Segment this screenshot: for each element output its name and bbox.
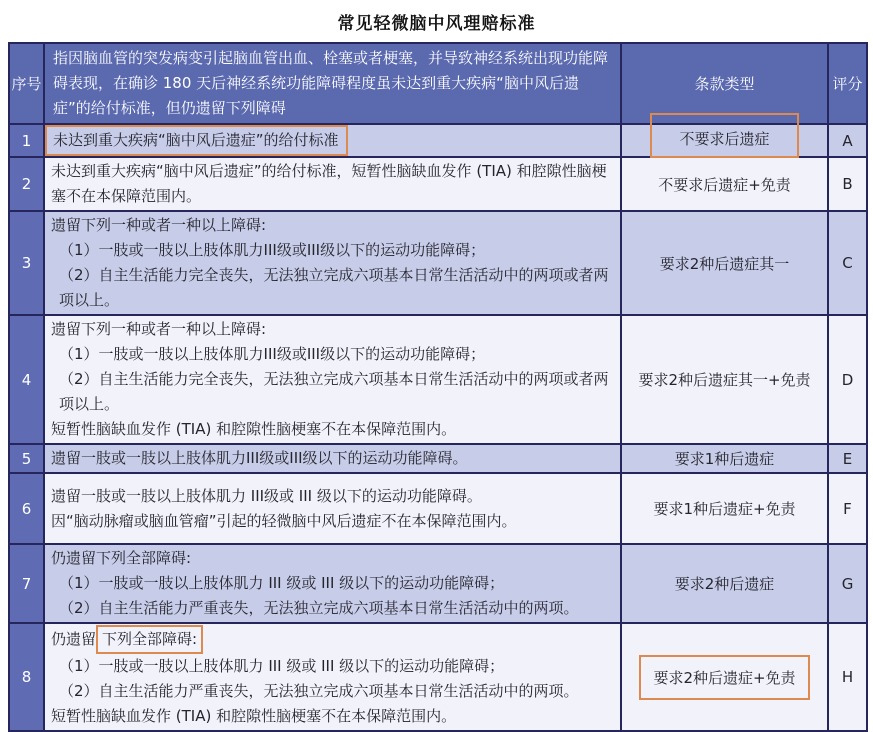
orange-highlight-box	[45, 125, 348, 156]
description-line: （2）自主生活能力严重丧失，无法独立完成六项基本日常生活活动中的两项。	[59, 682, 579, 700]
header-score: 评分	[828, 43, 867, 124]
description-line: 未达到重大疾病“脑中风后遗症”的给付标准，短暂性脑缺血发作 (TIA) 和腔隙性脑梗塞不在本保障范围内。	[51, 162, 607, 205]
row-number-cell: 4	[9, 315, 44, 444]
description-cell	[44, 623, 621, 731]
table-row-2	[9, 157, 867, 211]
description-cell	[44, 544, 621, 623]
score-cell: B	[828, 157, 867, 211]
description-text: 下列全部障碍:	[102, 630, 198, 648]
row-number-cell: 8	[9, 623, 44, 731]
score-cell: H	[828, 623, 867, 731]
clause-cell: 要求1种后遗症	[621, 444, 828, 473]
header-no: 序号	[9, 43, 44, 124]
row-number-cell: 5	[9, 444, 44, 473]
description-cell	[44, 315, 621, 444]
clause-cell: 要求2种后遗症	[621, 544, 828, 623]
description-line: （1）一肢或一肢以上肢体肌力 III 级或 III 级以下的运动功能障碍；	[59, 657, 505, 675]
clause-cell: 要求2种后遗症其一+免责	[621, 315, 828, 444]
row-number-cell: 1	[9, 124, 44, 157]
score-cell: D	[828, 315, 867, 444]
orange-highlight-box	[650, 113, 798, 158]
description-cell	[44, 473, 621, 544]
description-line: （2）自主生活能力严重丧失，无法独立完成六项基本日常生活活动中的两项。	[59, 599, 579, 617]
description-line: 遗留下列一种或者一种以上障碍:	[51, 216, 267, 234]
description-line: 因“脑动脉瘤或脑血管瘤”引起的轻微脑中风后遗症不在本保障范围内。	[51, 511, 517, 530]
row-number-cell: 2	[9, 157, 44, 211]
description-cell	[44, 444, 621, 473]
description-line: （1）一肢或一肢以上肢体肌力 III 级或 III 级以下的运动功能障碍；	[59, 574, 505, 592]
score-cell: F	[828, 473, 867, 544]
claims-table	[8, 42, 868, 732]
description-line	[51, 625, 612, 654]
description-line: 遗留一肢或一肢以上肢体肌力III级或III级以下的运动功能障碍。	[51, 449, 468, 467]
description-line: （2）自主生活能力完全丧失，无法独立完成六项基本日常生活活动中的两项或者两项以上。	[59, 370, 609, 413]
description-text: 未达到重大疾病“脑中风后遗症”的给付标准	[53, 131, 339, 149]
clause-text: 不要求后遗症	[679, 130, 770, 148]
table-row-7	[9, 544, 867, 623]
table-row-1	[9, 124, 867, 157]
table-row-5	[9, 444, 867, 473]
score-cell: E	[828, 444, 867, 473]
description-line: 遗留下列一种或者一种以上障碍:	[51, 320, 267, 338]
description-line	[51, 126, 612, 155]
clause-cell	[621, 124, 828, 157]
table-row-3	[9, 211, 867, 315]
description-cell	[44, 124, 621, 157]
score-cell: C	[828, 211, 867, 315]
description-cell	[44, 211, 621, 315]
clause-text: 要求2种后遗症+免责	[653, 668, 796, 687]
orange-highlight-box	[96, 625, 203, 654]
description-line: （1）一肢或一肢以上肢体肌力III级或III级以下的运动功能障碍；	[59, 241, 486, 259]
row-number-cell: 6	[9, 473, 44, 544]
table-row-8	[9, 623, 867, 731]
row-number-cell: 3	[9, 211, 44, 315]
page-title: 常见轻微脑中风理赔标准	[337, 14, 536, 34]
table-row-6	[9, 473, 867, 544]
orange-highlight-box	[639, 655, 809, 700]
description-line: （2）自主生活能力完全丧失，无法独立完成六项基本日常生活活动中的两项或者两项以上。	[59, 266, 609, 309]
description-line: 遗留一肢或一肢以上肢体肌力 III级或 III 级以下的运动功能障碍。	[51, 486, 482, 505]
clause-cell: 不要求后遗症+免责	[621, 157, 828, 211]
score-cell: A	[828, 124, 867, 157]
description-cell	[44, 157, 621, 211]
table-row-4	[9, 315, 867, 444]
description-text: 仍遗留	[51, 630, 97, 648]
description-line: 短暂性脑缺血发作 (TIA) 和腔隙性脑梗塞不在本保障范围内。	[51, 420, 457, 438]
table-header-row	[9, 43, 867, 124]
row-number-cell: 7	[9, 544, 44, 623]
description-line: 短暂性脑缺血发作 (TIA) 和腔隙性脑梗塞不在本保障范围内。	[51, 707, 457, 725]
clause-cell: 要求1种后遗症+免责	[621, 473, 828, 544]
header-description: 指因脑血管的突发病变引起脑血管出血、栓塞或者梗塞，并导致神经系统出现功能障碍表现，在确诊 180 天后神经系统功能障碍程度虽未达到重大疾病“脑中风后遗 症”的给付标准，但仍遗留下列障碍	[44, 43, 621, 124]
score-cell: G	[828, 544, 867, 623]
clause-cell: 要求2种后遗症其一	[621, 211, 828, 315]
description-line: （1）一肢或一肢以上肢体肌力III级或III级以下的运动功能障碍；	[59, 345, 486, 363]
description-line: 仍遗留下列全部障碍:	[51, 549, 192, 567]
clause-cell	[621, 623, 828, 731]
header-clause: 条款类型	[621, 43, 828, 124]
